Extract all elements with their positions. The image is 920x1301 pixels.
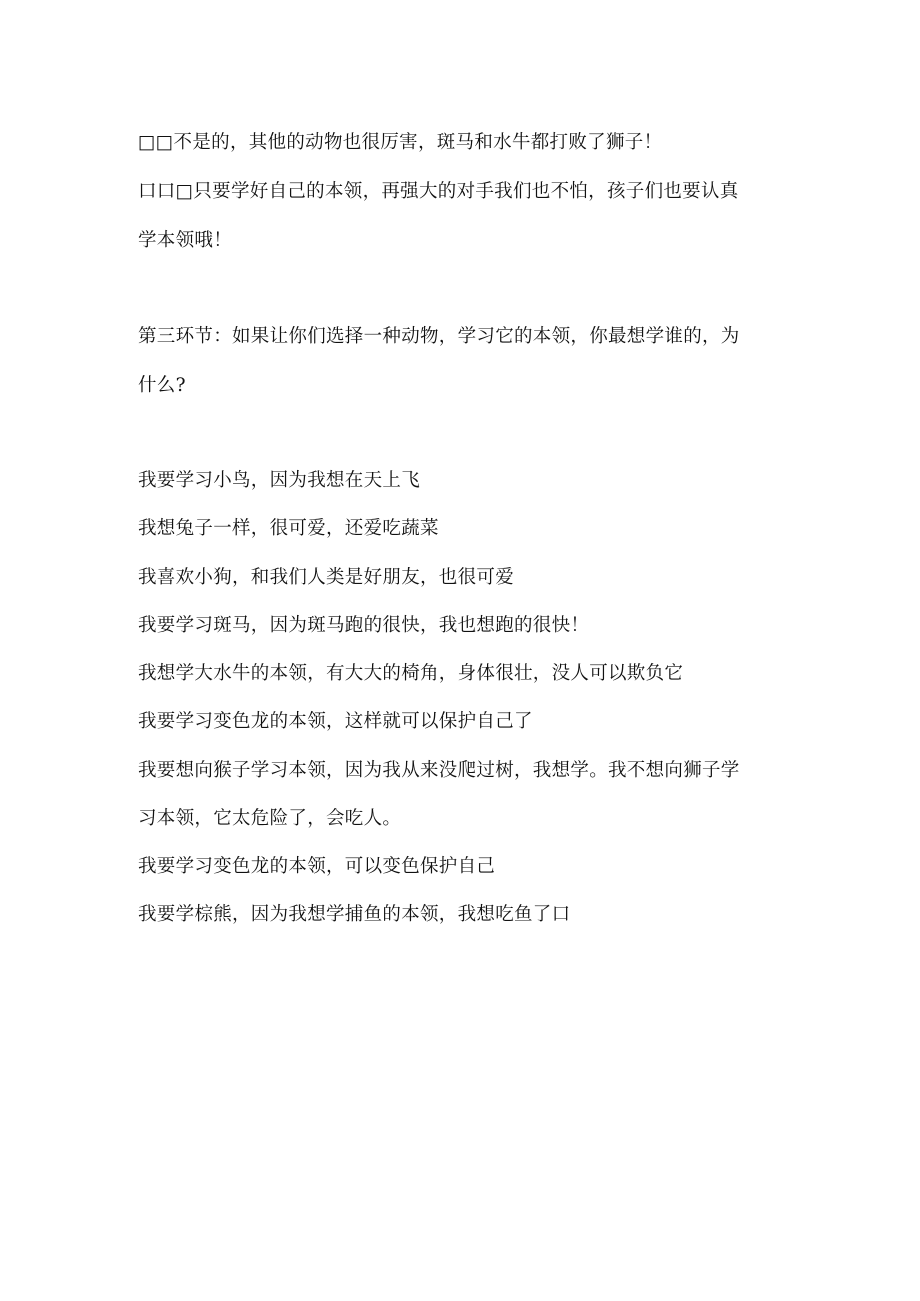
answer-line-7: 我要想向猴子学习本领，因为我从来没爬过树，我想学。我不想向狮子学 (138, 760, 740, 781)
intro-line-3: 学本领哦！ (138, 230, 233, 251)
section-three-question-line-2: 什么? (138, 375, 186, 396)
answer-line-5: 我想学大水牛的本领，有大大的椅角，身体很壮，没人可以欺负它 (138, 663, 684, 684)
answer-line-2: 我想兔子一样，很可爱，还爱吃蔬菜 (138, 518, 439, 539)
answer-line-8: 习本领，它太危险了，会吃人。 (138, 808, 402, 829)
answer-line-4: 我要学习斑马，因为斑马跑的很快，我也想跑的很快！ (138, 615, 590, 636)
answer-line-10: 我要学棕熊，因为我想学捕鱼的本领，我想吃鱼了口 (138, 904, 571, 925)
intro-line-1: □□不是的，其他的动物也很厉害，斑马和水牛都打败了狮子！ (138, 132, 663, 153)
answer-line-1: 我要学习小鸟，因为我想在天上飞 (138, 470, 421, 491)
intro-line-2: 口口□只要学好自己的本领，再强大的对手我们也不怕，孩子们也要认真 (138, 181, 739, 202)
answer-line-9: 我要学习变色龙的本领，可以变色保护自己 (138, 856, 496, 877)
section-three-question-line-1: 第三环节：如果让你们选择一种动物，学习它的本领，你最想学谁的，为 (138, 326, 740, 347)
answer-line-3: 我喜欢小狗，和我们人类是好朋友，也很可爱 (138, 567, 515, 588)
answer-line-6: 我要学习变色龙的本领，这样就可以保护自己了 (138, 711, 533, 732)
